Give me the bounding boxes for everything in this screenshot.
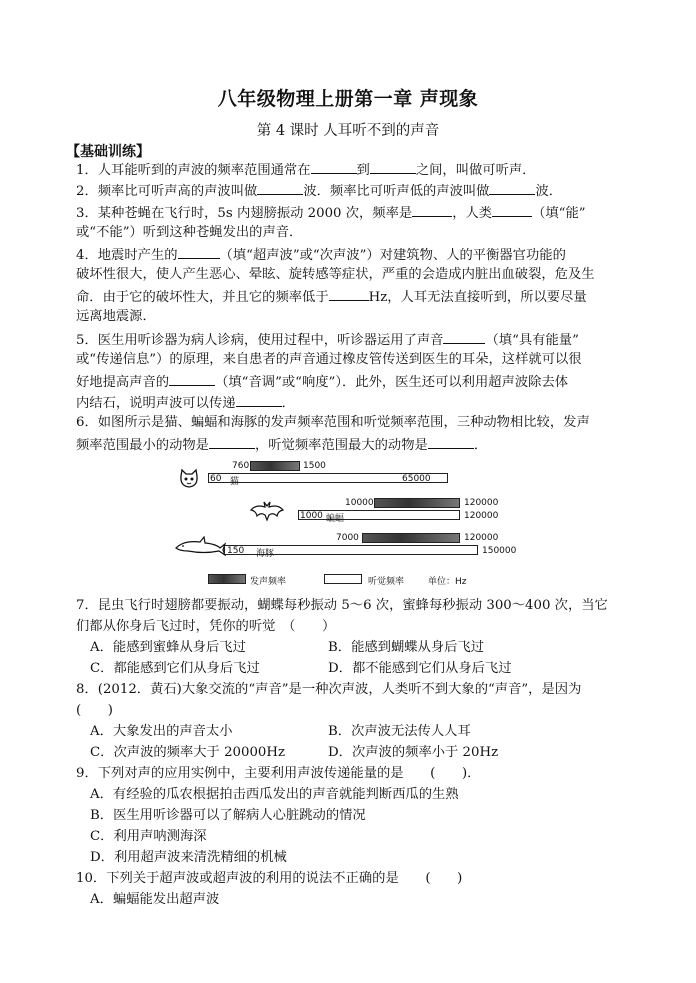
dolphin-hear-low-label: 150 [227, 546, 245, 556]
legend-unit-label: 单位：Hz [428, 577, 467, 587]
q3-text-a: 3．某种苍蝇在飞行时，5s 内翅膀振动 2000 次，频率是 [76, 206, 413, 221]
bat-hear-high-label: 120000 [464, 511, 499, 521]
answer-blank[interactable] [169, 372, 215, 386]
q8-option-b[interactable]: B．次声波无法传人人耳 [328, 724, 471, 739]
question-5-line-2: 或“传递信息”）的原理，来自患者的声音通过橡皮管传送到医生的耳朵，这样就可以很 [76, 352, 582, 367]
cat-name-label: 猫 [230, 477, 240, 487]
figure-legend [208, 572, 508, 586]
q4-text-c: 命．由于它的破坏性大，并且它的频率低于 [76, 290, 329, 305]
q9-option-b[interactable]: B．医生用听诊器可以了解病人心脏跳动的情况 [90, 808, 366, 823]
frequency-range-figure [170, 458, 530, 588]
question-8-line-2: ( ) [76, 703, 113, 718]
cat-emit-low-label: 760 [232, 461, 250, 471]
q9-option-c[interactable]: C．利用声呐测海深 [90, 829, 207, 844]
q5-text-e: 内结石，说明声波可以传递 [76, 396, 236, 411]
q2-text-b: 波．频率比可听声低的声波叫做 [303, 184, 490, 199]
question-1 [76, 160, 535, 180]
cat-emit-bar [250, 461, 300, 471]
bat-hear-low-label: 1000 [300, 511, 323, 521]
dolphin-hear-high-label: 150000 [482, 546, 517, 556]
answer-blank[interactable] [370, 160, 416, 174]
legend-emit-swatch [208, 574, 246, 584]
q8-option-c[interactable]: C．次声波的频率大于 20000Hz [90, 745, 285, 760]
q7-option-b[interactable]: B．能感到蝴蝶从身后飞过 [328, 640, 485, 655]
bat-emit-bar [374, 498, 460, 508]
bat-name-label: 蝙蝠 [326, 514, 345, 524]
answer-blank[interactable] [443, 330, 485, 344]
q5-text-b: （填“具有能量” [485, 333, 579, 348]
dolphin-emit-high-label: 120000 [464, 533, 499, 543]
answer-blank[interactable] [489, 181, 535, 195]
q5-text-a: 5．医生用听诊器为病人诊病，使用过程中，听诊器运用了声音 [76, 333, 444, 348]
question-7-line-2: 们都从你身后飞过时，凭你的听觉 （ ） [76, 619, 336, 634]
q1-text-c: 之间，叫做可听声． [415, 163, 536, 178]
q4-text-a: 4．地震时产生的 [76, 248, 178, 263]
answer-blank[interactable] [412, 203, 452, 217]
answer-blank[interactable] [257, 181, 303, 195]
q4-text-b: （填“超声波”或“次声波”）对建筑物、人的平衡器官功能的 [219, 248, 566, 263]
cat-hear-high-label: 65000 [402, 474, 431, 484]
legend-hear-label: 听觉频率 [368, 577, 405, 587]
question-4-line-3 [76, 287, 587, 307]
question-6-line-2 [76, 435, 487, 455]
q5-text-f: ． [281, 396, 295, 411]
bat-emit-low-label: 10000 [345, 498, 374, 508]
answer-blank[interactable] [209, 435, 255, 449]
dolphin-emit-bar [362, 533, 460, 543]
q3-text-b: ，人类 [452, 206, 493, 221]
q4-text-d: Hz，人耳无法直接听到，所以要尽量 [368, 290, 587, 305]
dolphin-emit-low-label: 7000 [336, 533, 359, 543]
q2-text-c: 波． [535, 184, 563, 199]
question-6-line-1: 6．如图所示是猫、蝙蝠和海豚的发声频率范围和听觉频率范围，三种动物相比较，发声 [76, 415, 590, 430]
answer-blank[interactable] [329, 287, 369, 301]
question-5-line-1 [76, 330, 579, 350]
question-3-line-1 [76, 203, 586, 223]
bat-emit-high-label: 120000 [464, 498, 499, 508]
q1-text-a: 1．人耳能听到的声波的频率范围通常在 [76, 163, 311, 178]
bat-icon [250, 500, 284, 524]
q7-option-a[interactable]: A．能感到蜜蜂从身后飞过 [90, 640, 246, 655]
q10-option-a[interactable]: A．蝙蝠能发出超声波 [90, 892, 220, 907]
cat-emit-high-label: 1500 [303, 461, 326, 471]
question-8-line-1: 8．(2012．黄石)大象交流的“声音”是一种次声波，人类听不到大象的“声音”，是因为 [76, 682, 582, 697]
answer-blank[interactable] [236, 393, 282, 407]
cat-icon [178, 468, 200, 490]
dolphin-icon [174, 536, 226, 556]
legend-hear-swatch [324, 574, 362, 584]
q6-text-c: ． [473, 438, 488, 453]
legend-emit-label: 发声频率 [250, 577, 287, 587]
dolphin-name-label: 海豚 [256, 549, 275, 559]
q6-text-b: ，听觉频率范围最大的动物是 [254, 438, 428, 453]
question-5-line-3 [76, 372, 568, 392]
answer-blank[interactable] [492, 203, 532, 217]
q8-option-a[interactable]: A．大象发出的声音太小 [90, 724, 233, 739]
section-heading: 【基础训练】 [66, 144, 150, 160]
question-10-line-1: 10．下列关于超声波或超声波的利用的说法不正确的是 ( ) [76, 871, 463, 886]
page-title: 八年级物理上册第一章 声现象 [217, 88, 479, 110]
q9-option-a[interactable]: A．有经验的瓜农根据拍击西瓜发出的声音就能判断西瓜的生熟 [90, 787, 459, 802]
q2-text-a: 2．频率比可听声高的声波叫做 [76, 184, 258, 199]
question-4-line-1 [76, 245, 566, 265]
q7-option-d[interactable]: D．都不能感到它们从身后飞过 [328, 661, 512, 676]
lesson-subtitle: 第 4 课时 人耳听不到的声音 [256, 123, 440, 139]
question-4-line-4: 远离地震源． [76, 309, 156, 324]
question-3-line-2: 或“不能”）听到这种苍蝇发出的声音． [76, 225, 303, 240]
question-5-line-4 [76, 393, 295, 413]
answer-blank[interactable] [311, 160, 357, 174]
question-7-line-1: 7．昆虫飞行时翅膀都要振动，蝴蝶每秒振动 5～6 次，蜜蜂每秒振动 300～400 次，当它 [76, 598, 608, 613]
question-9-line-1: 9．下列对声的应用实例中，主要利用声波传递能量的是 ( )． [76, 766, 481, 781]
answer-blank[interactable] [428, 435, 474, 449]
question-4-line-2: 破坏性很大，使人产生恶心、晕眩、旋转感等症状，严重的会造成内脏出血破裂，危及生 [76, 267, 595, 282]
answer-blank[interactable] [178, 245, 220, 259]
q5-text-d: （填“音调”或“响度”）．此外，医生还可以利用超声波除去体 [215, 375, 569, 390]
q8-option-d[interactable]: D．次声波的频率小于 20Hz [328, 745, 499, 760]
q9-option-d[interactable]: D．利用超声波来清洗精细的机械 [90, 850, 287, 865]
q6-text-a: 频率范围最小的动物是 [76, 438, 209, 453]
q7-option-c[interactable]: C．都能感到它们从身后飞过 [90, 661, 260, 676]
q1-text-b: 到 [356, 163, 370, 178]
cat-hear-low-label: 60 [210, 474, 222, 484]
question-2 [76, 181, 562, 201]
q3-text-c: （填“能” [532, 206, 586, 221]
q5-text-c: 好地提高声音的 [76, 375, 170, 390]
